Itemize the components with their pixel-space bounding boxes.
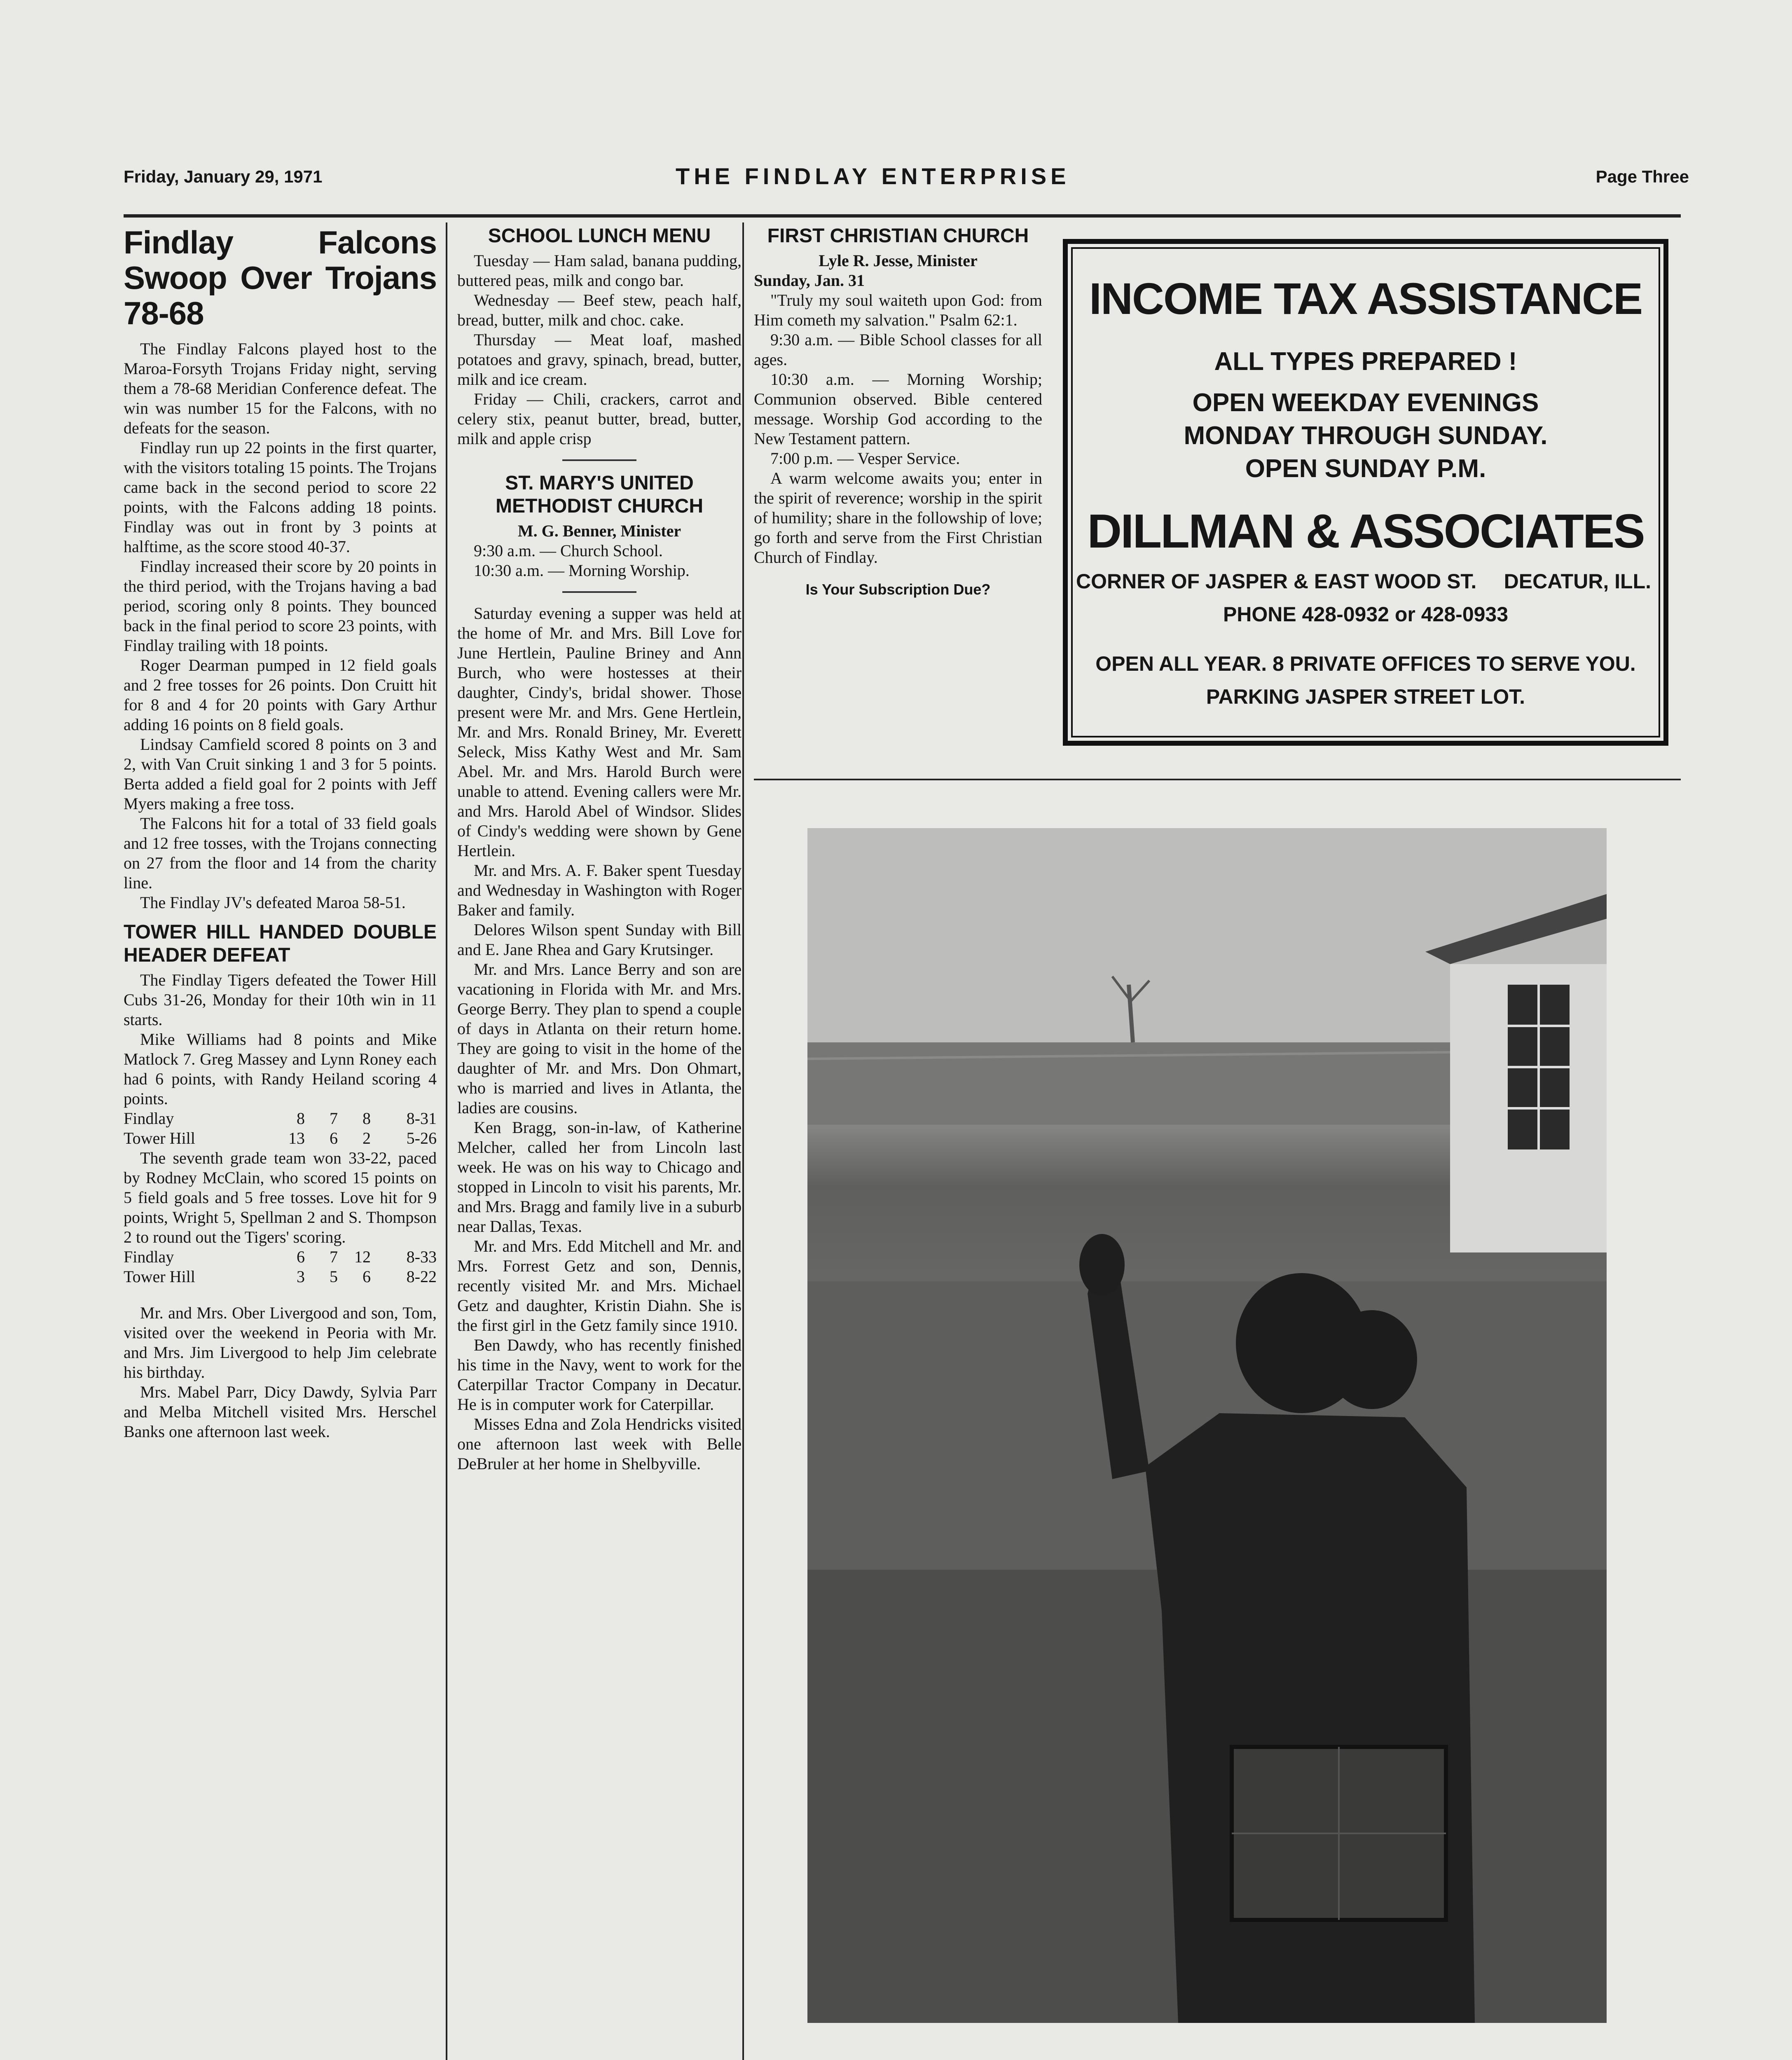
- photo-illustration: [807, 828, 1607, 2023]
- subscription-tagline: Is Your Subscription Due?: [805, 581, 991, 598]
- column-rule: [446, 222, 447, 2060]
- lunch-item: Friday — Chili, crackers, carrot and celery stix, peanut butter, bread, butter, milk and apple crisp: [457, 390, 742, 448]
- divider: [562, 591, 636, 593]
- lunch-headline: SCHOOL LUNCH MENU: [488, 225, 711, 247]
- tower-paragraph: Mike Williams had 8 points and Mike Matlock 7. Greg Massey and Lynn Roney each had 6 points, with Randy Heiland scoring 4 points.: [124, 1030, 437, 1108]
- divider: [562, 459, 636, 461]
- score-row: Tower Hill 3 5 6 8-22: [124, 1267, 437, 1286]
- stmary-minister: M. G. Benner, Minister: [517, 522, 681, 540]
- news-paragraph: Mrs. Mabel Parr, Dicy Dawdy, Sylvia Parr and Melba Mitchell visited Mrs. Herschel Banks one afternoon last week.: [124, 1383, 437, 1441]
- christian-paragraph: 9:30 a.m. — Bible School classes for all ages.: [754, 330, 1042, 369]
- christian-minister: Lyle R. Jesse, Minister: [819, 251, 978, 270]
- tax-ad-line: OPEN ALL YEAR. 8 PRIVATE OFFICES TO SERVE YOU.: [1095, 652, 1636, 675]
- lunch-item: Wednesday — Beef stew, peach half, bread, butter, milk and choc. cake.: [457, 291, 742, 329]
- stmary-time: 9:30 a.m. — Church School.: [474, 541, 663, 560]
- score-row: Findlay 6 7 12 8-33: [124, 1248, 437, 1266]
- news-paragraph: Saturday evening a supper was held at the home of Mr. and Mrs. Bill Love for June Hertlein, Pauline Briney and Ann Burch, who were hostesses at their daughter, Cindy's, bridal shower. Those present were Mr. and Mrs. Gene Hertlein, Mr. and Mrs. Ronald Briney, Mr. Everett Seleck, Miss Kathy West and Mr. Sam Abel. Mr. and Mrs. Harold Burch were unable to attend. Evening callers were Mr. and Mrs. Harold Abel of Windsor. Slides of Cindy's wedding were shown by Gene Hertlein.: [457, 604, 742, 860]
- column-church-news: [457, 225, 742, 1474]
- tax-ad-city: DECATUR, ILL.: [1504, 570, 1651, 593]
- tax-ad-firm: DILLMAN & ASSOCIATES: [1087, 504, 1644, 558]
- falcons-paragraph: The Falcons hit for a total of 33 field goals and 12 free tosses, with the Trojans connecting on 27 from the floor and 14 from the charity line.: [124, 814, 437, 892]
- news-paragraph: Misses Edna and Zola Hendricks visited one afternoon last week with Belle DeBruler at her home in Shelbyville.: [457, 1415, 742, 1473]
- score-row: Tower Hill 13 6 2 5-26: [124, 1129, 437, 1147]
- falcons-paragraph: Lindsay Camfield scored 8 points on 3 and 2, with Van Cruit sinking 1 and 3 for 5 points. Berta added a field goal for 2 points with Jeff Myers making a free toss.: [124, 735, 437, 813]
- newspaper-name: THE FINDLAY ENTERPRISE: [676, 163, 1070, 189]
- tax-ad-line: ALL TYPES PREPARED !: [1214, 347, 1517, 376]
- news-paragraph: Mr. and Mrs. Edd Mitchell and Mr. and Mrs. Forrest Getz and son, Dennis, recently visited Mr. and Mrs. Michael Getz and daughter, Kristin Diahn. She is the first girl in the Getz family since 1910.: [457, 1237, 742, 1334]
- news-paragraph: Delores Wilson spent Sunday with Bill and E. Jane Rhea and Gary Krutsinger.: [457, 920, 742, 959]
- page-number: Page Three: [1595, 167, 1689, 186]
- christian-paragraph: "Truly my soul waiteth upon God: from Him cometh my salvation." Psalm 62:1.: [754, 291, 1042, 329]
- income-tax-ad: [1063, 239, 1668, 746]
- tax-ad-line: PARKING JASPER STREET LOT.: [1206, 685, 1525, 708]
- falcons-paragraph: The Findlay Falcons played host to the Maroa-Forsyth Trojans Friday night, serving them a 78-68 Meridian Conference defeat. The win was number 15 for the Falcons, with no defeats for the season.: [124, 339, 437, 437]
- christian-headline: FIRST CHRISTIAN CHURCH: [767, 225, 1029, 247]
- falcons-paragraph: Findlay run up 22 points in the first quarter, with the visitors totaling 15 points. The Trojans came back in the second period to score 22 points, with the Falcons adding 18 points. Findlay was out in front by 3 points at halftime, as the score stood 40-37.: [124, 438, 437, 556]
- news-paragraph: Mr. and Mrs. Ober Livergood and son, Tom, visited over the weekend in Peoria with Mr. and Mrs. Jim Livergood to help Jim celebrate his birthday.: [124, 1304, 437, 1381]
- news-paragraph: Mr. and Mrs. Lance Berry and son are vacationing in Florida with Mr. and Mrs. George Berry. They plan to spend a couple of days in Atlanta on their return home. They are going to visit in the home of the daughter of Mr. and Mrs. Don Ohmart, who is married and lives in Atlanta, the ladies are cousins.: [457, 960, 742, 1117]
- column-christian-church: [754, 225, 1042, 599]
- photo-person-waving: [807, 828, 1607, 2023]
- stmary-time: 10:30 a.m. — Morning Worship.: [474, 561, 690, 580]
- tax-ad-line: OPEN SUNDAY P.M.: [1245, 454, 1486, 483]
- tower-paragraph: The Findlay Tigers defeated the Tower Hill Cubs 31-26, Monday for their 10th win in 11 starts.: [124, 971, 437, 1029]
- news-paragraph: Ken Bragg, son-in-law, of Katherine Melcher, called her from Lincoln last week. He was on his way to Chicago and stopped in Lincoln to visit his parents, Mr. and Mrs. Bragg and family live in a suburb near Dallas, Texas.: [457, 1118, 742, 1236]
- stmary-headline: ST. MARY'S UNITED METHODIST CHURCH: [496, 472, 703, 517]
- tower-paragraph: The seventh grade team won 33-22, paced by Rodney McClain, who scored 15 points on 5 field goals and 5 free tosses. Love hit for 9 points, Wright 5, Spellman 2 and S. Thompson 2 to round out the Tigers' scoring.: [124, 1149, 437, 1246]
- score-row: Findlay 8 7 8 8-31: [124, 1109, 437, 1128]
- masthead-rule: [124, 214, 1681, 218]
- falcons-paragraph: Findlay increased their score by 20 points in the third period, with the Trojans having a bad period, scoring only 8 points. They bounced back in the final period to score 23 points, with Findlay trailing with 18 points.: [124, 557, 437, 655]
- falcons-paragraph: Roger Dearman pumped in 12 field goals and 2 free tosses for 26 points. Don Cruitt hit for 8 and 4 for 20 points with Gary Arthur adding 16 points on 8 field goals.: [124, 656, 437, 734]
- lunch-item: Tuesday — Ham salad, banana pudding, buttered peas, milk and congo bar.: [457, 251, 742, 290]
- column-rule: [742, 222, 744, 2060]
- news-paragraph: Mr. and Mrs. A. F. Baker spent Tuesday and Wednesday in Washington with Roger Baker and family.: [457, 861, 742, 919]
- tower-headline: TOWER HILL HANDED DOUBLE HEADER DEFEAT: [124, 921, 437, 966]
- christian-date: Sunday, Jan. 31: [754, 271, 865, 290]
- tax-ad-address: CORNER OF JASPER & EAST WOOD ST.: [1076, 570, 1477, 593]
- falcons-paragraph: The Findlay JV's defeated Maroa 58-51.: [140, 893, 406, 912]
- news-paragraph: Ben Dawdy, who has recently finished his time in the Navy, went to work for the Caterpillar Tractor Company in Decatur. He is in computer work for Caterpillar.: [457, 1336, 742, 1414]
- christian-paragraph: 10:30 a.m. — Morning Worship; Communion observed. Bible centered message. Worship God according to the New Testament pattern.: [754, 370, 1042, 448]
- masthead: [124, 163, 1689, 200]
- tax-ad-title: INCOME TAX ASSISTANCE: [1089, 274, 1642, 323]
- tax-ad-phone: PHONE 428-0932 or 428-0933: [1223, 603, 1509, 626]
- column-sports: [124, 225, 437, 1442]
- tax-ad-line: OPEN WEEKDAY EVENINGS: [1192, 389, 1539, 417]
- lunch-item: Thursday — Meat loaf, mashed potatoes and gravy, spinach, bread, butter, milk and ice cream.: [457, 330, 742, 389]
- issue-date: Friday, January 29, 1971: [124, 167, 323, 186]
- tax-ad-line: MONDAY THROUGH SUNDAY.: [1184, 421, 1548, 450]
- falcons-headline: Findlay Falcons Swoop Over Trojans 78-68: [124, 224, 437, 331]
- section-rule: [754, 779, 1681, 780]
- christian-paragraph: A warm welcome awaits you; enter in the spirit of reverence; worship in the spirit of humility; share in the followship of love; go forth and serve from the First Christian Church of Findlay.: [754, 469, 1042, 566]
- christian-paragraph: 7:00 p.m. — Vesper Service.: [770, 449, 960, 468]
